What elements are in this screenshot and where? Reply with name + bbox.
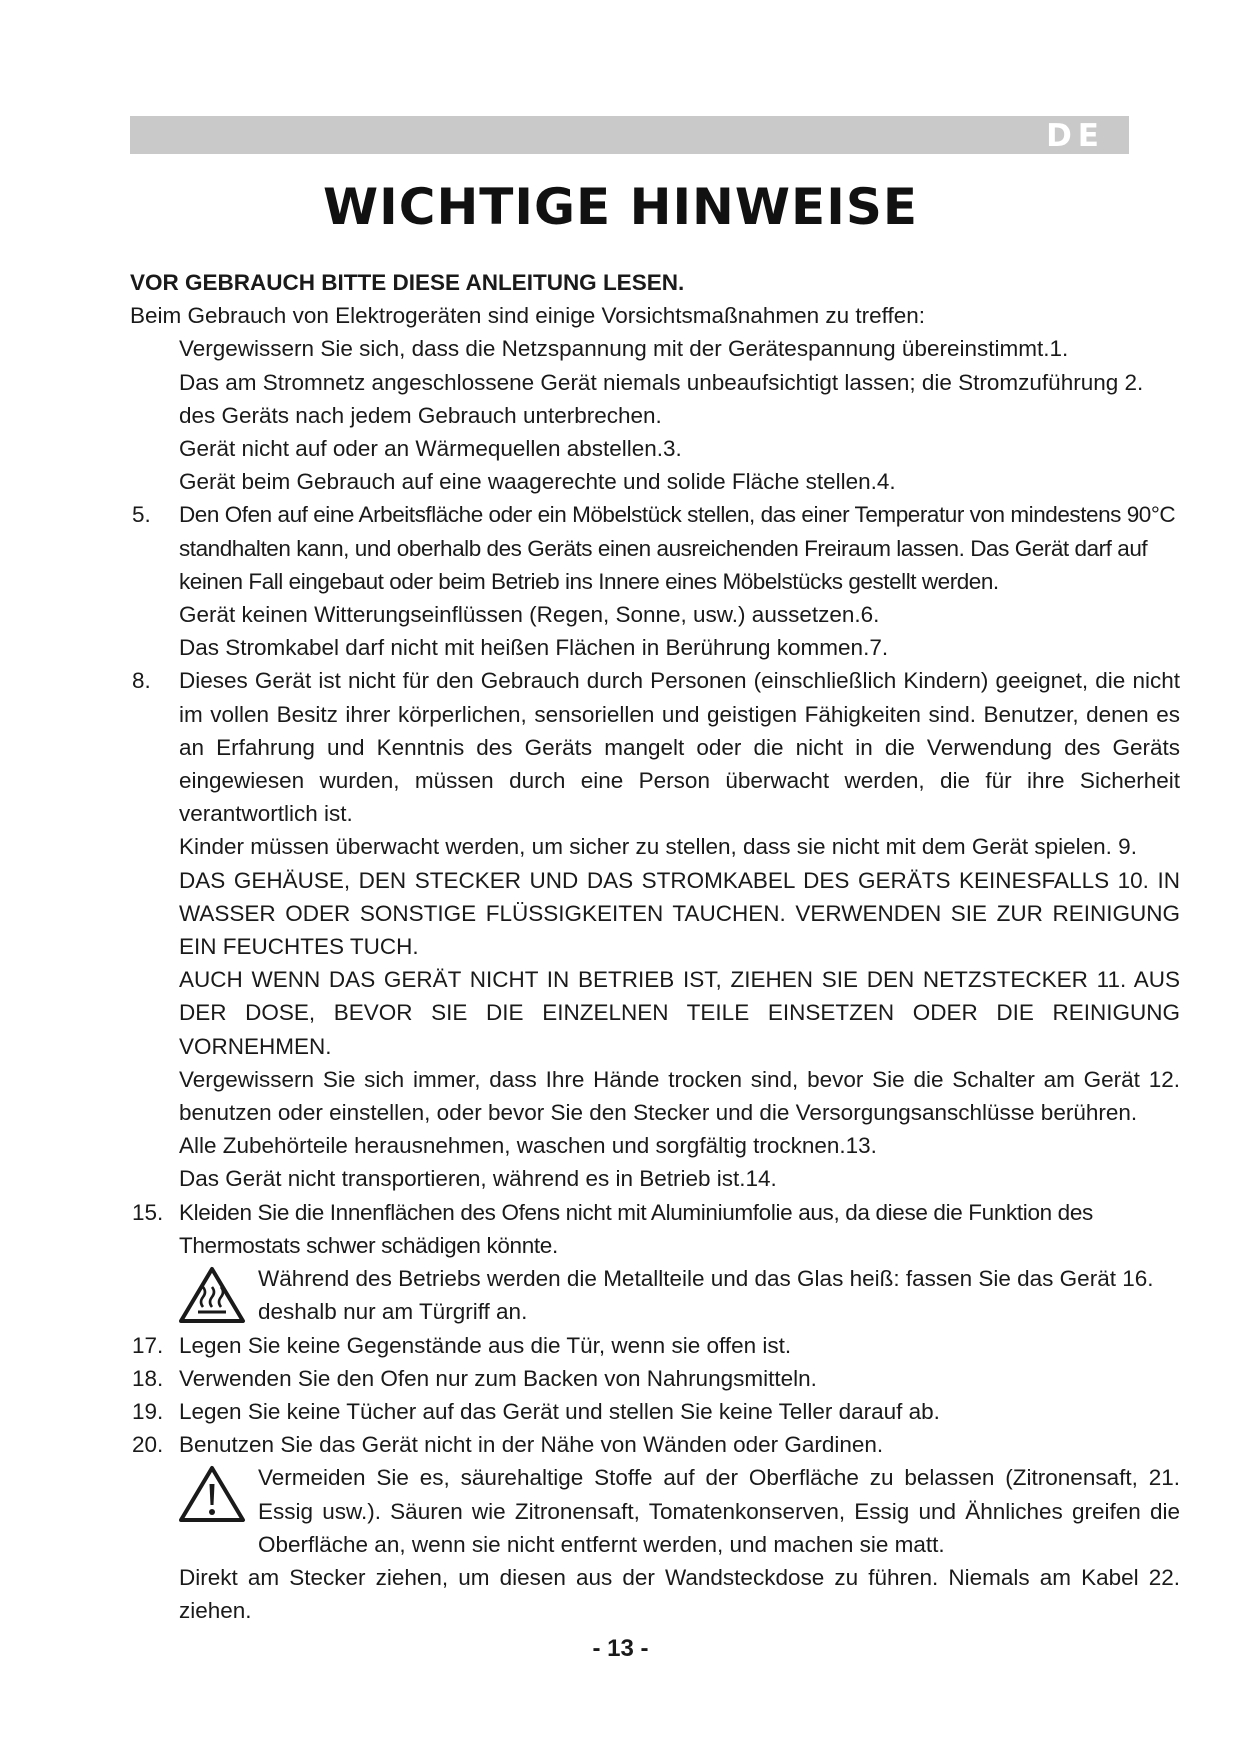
item-text: DAS GEHÄUSE, DEN STECKER UND DAS STROMKABEL DES GERÄTS KEINESFALLS 10. IN WASSER ODER SONSTIGE FLÜSSIGKEITEN TAUCHEN. VERWENDEN SIE ZUR REINIGUNG EIN FEUCHTES TUCH. [179,867,1180,960]
list-item-16 [130,1262,1180,1328]
item-text: Legen Sie keine Tücher auf das Gerät und stellen Sie keine Teller darauf ab. [179,1398,940,1424]
list-item-4 [130,465,1180,498]
item-text: Vermeiden Sie es, säurehaltige Stoffe auf der Oberfläche zu belassen (Zitronensaft, 21. Essig usw.). Säuren wie Zitronensaft, Tomatenkonserven, Essig und Ähnliches greifen die Oberfläche an, wenn sie nicht entfernt werden, und machen sie matt. [258,1465,1180,1557]
list-item-22 [130,1561,1180,1627]
list-item-12 [130,1063,1180,1129]
item-number: 20. [132,1432,164,1458]
list-item-10 [130,864,1180,964]
list-item-21 [130,1461,1180,1561]
list-item-5 [130,498,1180,598]
item-text: Dieses Gerät ist nicht für den Gebrauch durch Personen (einschließlich Kindern) geeignet, die nicht im vollen Besitz ihrer körperlichen, sensoriellen und geistigen Fähigkeiten sind. Benutzer, denen es an Erfahrung und Kenntnis des Geräts mangelt oder die nicht in die Verwendung des Geräts eingewiesen wurden, müssen durch eine Person überwacht werden, die für ihre Sicherheit verantwortlich ist. [179,668,1180,827]
item-text: Benutzen Sie das Gerät nicht in der Nähe von Wänden oder Gardinen. [179,1432,884,1458]
item-text: Kinder müssen überwacht werden, um sicher zu stellen, dass sie nicht mit dem Gerät spielen. 9. [179,834,1137,860]
item-text: Das Stromkabel darf nicht mit heißen Flächen in Berührung kommen.7. [179,635,889,661]
warning-icon [178,1465,246,1523]
item-text: Gerät keinen Witterungseinflüssen (Regen, Sonne, usw.) aussetzen.6. [179,602,880,628]
item-text: Legen Sie keine Gegenstände aus die Tür, wenn sie offen ist. [179,1332,792,1358]
subtitle: VOR GEBRAUCH BITTE DIESE ANLEITUNG LESEN. [130,270,685,295]
list-item-3 [130,432,1180,465]
item-text: Das am Stromnetz angeschlossene Gerät niemals unbeaufsichtigt lassen; die Stromzuführung 2. des Geräts nach jedem Gebrauch unterbrechen. [179,369,1144,428]
item-text: Alle Zubehörteile herausnehmen, waschen und sorgfältig trocknen.13. [179,1133,877,1159]
item-number: 17. [132,1332,164,1358]
intro-text: Beim Gebrauch von Elektrogeräten sind einige Vorsichtsmaßnahmen zu treffen: [130,303,926,329]
list-item-15 [130,1196,1180,1262]
item-text: Den Ofen auf eine Arbeitsfläche oder ein Möbelstück stellen, das einer Temperatur von mindestens 90°C standhalten kann, und oberhalb des Geräts einen ausreichenden Freiraum lassen. Das Gerät darf auf keinen Fall eingebaut oder beim Betrieb ins Innere eines Möbelstücks gestellt werden. [179,502,1176,594]
language-code: DE [1046,118,1105,154]
item-text: Das Gerät nicht transportieren, während es in Betrieb ist.14. [179,1166,777,1192]
item-text: Gerät beim Gebrauch auf eine waagerechte und solide Fläche stellen.4. [179,469,896,495]
item-text: Kleiden Sie die Innenflächen des Ofens nicht mit Aluminiumfolie aus, da diese die Funktion des Thermostats schwer schädigen könnte. [179,1199,1093,1258]
item-text: Gerät nicht auf oder an Wärmequellen abstellen.3. [179,436,682,462]
list-item-13 [130,1129,1180,1162]
list-item-8 [130,664,1180,830]
item-text: Verwenden Sie den Ofen nur zum Backen von Nahrungsmitteln. [179,1365,817,1391]
list-item-6 [130,598,1180,631]
hot-surface-warning-icon [178,1266,246,1324]
list-item-14 [130,1162,1180,1195]
item-number: 19. [132,1398,164,1424]
instructions-body [130,266,1180,1627]
list-item-17 [130,1329,1180,1362]
list-item-9 [130,830,1180,863]
item-number: 18. [132,1365,164,1391]
item-number: 8. [132,668,151,694]
item-text: Direkt am Stecker ziehen, um diesen aus der Wandsteckdose zu führen. Niemals am Kabel 22. ziehen. [179,1564,1180,1624]
item-number: 5. [132,502,151,528]
list-item-7 [130,631,1180,664]
list-item-19 [130,1395,1180,1428]
list-item-2 [130,366,1180,432]
page-title: WICHTIGE HINWEISE [323,178,918,236]
list-item-1 [130,332,1180,365]
list-item-20 [130,1428,1180,1461]
item-number: 15. [132,1199,164,1225]
list-item-18 [130,1362,1180,1395]
item-text: Vergewissern Sie sich, dass die Netzspannung mit der Gerätespannung übereinstimmt.1. [179,336,1069,362]
item-text: AUCH WENN DAS GERÄT NICHT IN BETRIEB IST, ZIEHEN SIE DEN NETZSTECKER 11. AUS DER DOSE, BEVOR SIE DIE EINZELNEN TEILE EINSETZEN ODER DIE REINIGUNG VORNEHMEN. [179,967,1180,1059]
item-text: Vergewissern Sie sich immer, dass Ihre Hände trocken sind, bevor Sie die Schalter am Gerät 12. benutzen oder einstellen, oder bevor Sie den Stecker und die Versorgungsanschlüsse berühren. [179,1066,1180,1126]
list-item-11 [130,963,1180,1063]
item-text: Während des Betriebs werden die Metallteile und das Glas heiß: fassen Sie das Gerät 16. deshalb nur am Türgriff an. [258,1266,1154,1325]
language-header-bar [130,116,1129,154]
page-number: - 13 - [592,1635,649,1662]
